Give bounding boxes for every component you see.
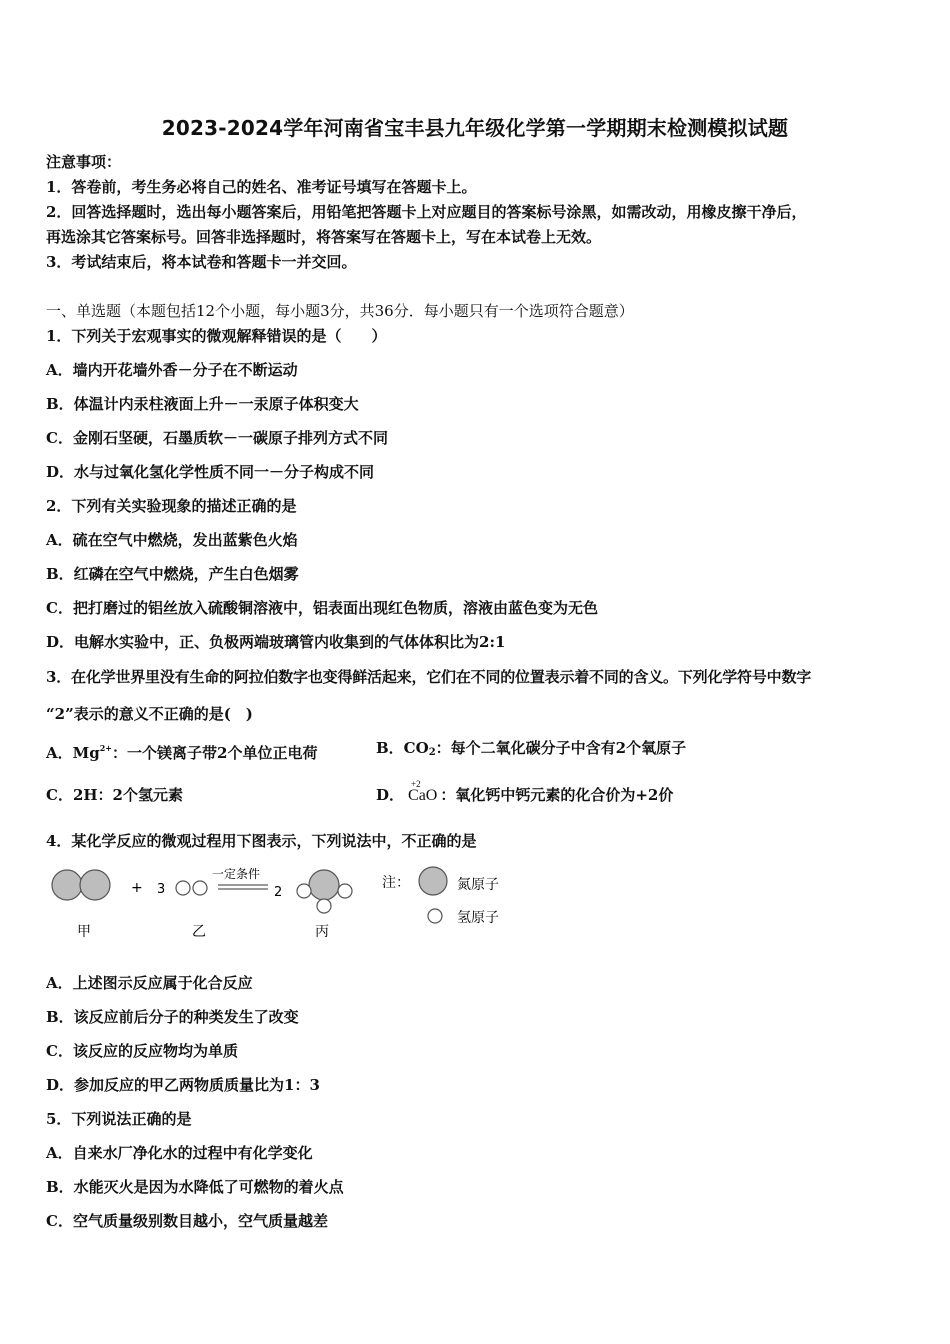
question-3-stem: 3．在化学世界里没有生命的阿拉伯数字也变得鲜活起来，它们在不同的位置表示着不同的含义。下列化学符号中数字 — [46, 668, 812, 686]
question-5-option-a: A．自来水厂净化水的过程中有化学变化 — [46, 1144, 313, 1162]
notice-item: 再选涂其它答案标号。回答非选择题时，将答案写在答题卡上，写在本试卷上无效。 — [46, 228, 602, 246]
question-2-stem: 2．下列有关实验现象的描述正确的是 — [46, 497, 297, 515]
legend-nitrogen: 氮原子 — [457, 877, 499, 893]
question-4-option-d: D．参加反应的甲乙两物质质量比为1：3 — [46, 1076, 320, 1094]
question-1-option-c: C．金刚石坚硬，石墨质软－一碳原子排列方式不同 — [46, 429, 388, 447]
option-a-prefix: A．Mg — [46, 744, 100, 762]
question-1-option-d: D．水与过氧化氢化学性质不同一－分子构成不同 — [46, 463, 375, 481]
question-3-option-d — [376, 779, 674, 806]
atom-count-subscript: 2 — [428, 747, 436, 758]
label-yi: 乙 — [192, 924, 206, 940]
option-d-text: ：氧化钙中钙元素的化合价为+2价 — [440, 786, 674, 804]
question-3-option-a — [46, 738, 317, 763]
plus-sign: + — [131, 880, 143, 896]
coefficient-c: 2 — [274, 885, 283, 900]
hydrogen-atom-icon — [338, 884, 352, 898]
coefficient-b: 3 — [157, 882, 166, 897]
question-3-stem-cont: “2”表示的意义不正确的是( ) — [46, 705, 253, 723]
reaction-condition: 一定条件 — [212, 867, 261, 881]
question-5-option-b: B．水能灭火是因为水降低了可燃物的着火点 — [46, 1178, 344, 1196]
question-3-option-c: C．2H：2个氢元素 — [46, 786, 183, 804]
question-4-option-a: A．上述图示反应属于化合反应 — [46, 974, 253, 992]
notice-item: 3．考试结束后，将本试卷和答题卡一并交回。 — [46, 253, 357, 271]
legend-hydrogen: 氢原子 — [457, 910, 499, 926]
question-4-stem: 4．某化学反应的微观过程用下图表示，下列说法中，不正确的是 — [46, 832, 477, 850]
question-1-stem: 1．下列关于宏观事实的微观解释错误的是（ ） — [46, 327, 387, 345]
hydrogen-atom-icon — [297, 884, 311, 898]
nitrogen-atom-icon — [419, 867, 447, 895]
cao-formula — [408, 779, 438, 806]
question-1-option-a: A．墙内开花墙外香－分子在不断运动 — [46, 361, 298, 379]
hydrogen-atom-icon — [193, 881, 207, 895]
question-4-option-b: B．该反应前后分子的种类发生了改变 — [46, 1008, 299, 1026]
reaction-diagram — [40, 858, 540, 948]
option-d-prefix: D． — [376, 786, 405, 804]
nitrogen-atom-icon — [52, 870, 82, 900]
hydrogen-atom-icon — [428, 909, 442, 923]
question-3-option-b — [376, 738, 686, 763]
option-b-text: ：每个二氧化碳分子中含有2个氧原子 — [435, 739, 687, 757]
valence-mark: +2 — [411, 779, 421, 789]
notice-item: 2．回答选择题时，选出每小题答案后，用铅笔把答题卡上对应题目的答案标号涂黑，如需改动，用橡皮擦干净后， — [46, 203, 807, 221]
question-1-option-b: B．体温计内汞柱液面上升－一汞原子体积变大 — [46, 395, 359, 413]
option-a-text: ：一个镁离子带2个单位正电荷 — [112, 744, 318, 762]
label-bing: 丙 — [315, 924, 329, 940]
question-5-option-c: C．空气质量级别数目越小，空气质量越差 — [46, 1212, 328, 1230]
page-title: 2023-2024学年河南省宝丰县九年级化学第一学期期末检测模拟试题 — [161, 116, 789, 140]
charge-superscript: 2+ — [99, 743, 113, 753]
question-4-option-c: C．该反应的反应物均为单质 — [46, 1042, 238, 1060]
question-2-option-c: C．把打磨过的铝丝放入硫酸铜溶液中，铝表面出现红色物质，溶液由蓝色变为无色 — [46, 599, 598, 617]
formula-text: CaO — [408, 787, 438, 804]
notice-item: 1．答卷前，考生务必将自己的姓名、准考证号填写在答题卡上。 — [46, 178, 477, 196]
hydrogen-atom-icon — [317, 899, 331, 913]
question-2-option-b: B．红磷在空气中燃烧，产生白色烟雾 — [46, 565, 299, 583]
question-2-option-a: A．硫在空气中燃烧，发出蓝紫色火焰 — [46, 531, 298, 549]
section-heading: 一、单选题（本题包括12个小题，每小题3分，共36分．每小题只有一个选项符合题意） — [46, 302, 634, 320]
option-b-prefix: B．CO — [376, 739, 429, 757]
legend-note: 注： — [382, 875, 410, 891]
question-5-stem: 5．下列说法正确的是 — [46, 1110, 192, 1128]
nitrogen-atom-icon — [309, 870, 339, 900]
question-2-option-d: D．电解水实验中，正、负极两端玻璃管内收集到的气体体积比为2:1 — [46, 633, 506, 651]
nitrogen-atom-icon — [80, 870, 110, 900]
label-jia: 甲 — [77, 924, 91, 940]
hydrogen-atom-icon — [176, 881, 190, 895]
notice-heading: 注意事项： — [46, 153, 122, 171]
